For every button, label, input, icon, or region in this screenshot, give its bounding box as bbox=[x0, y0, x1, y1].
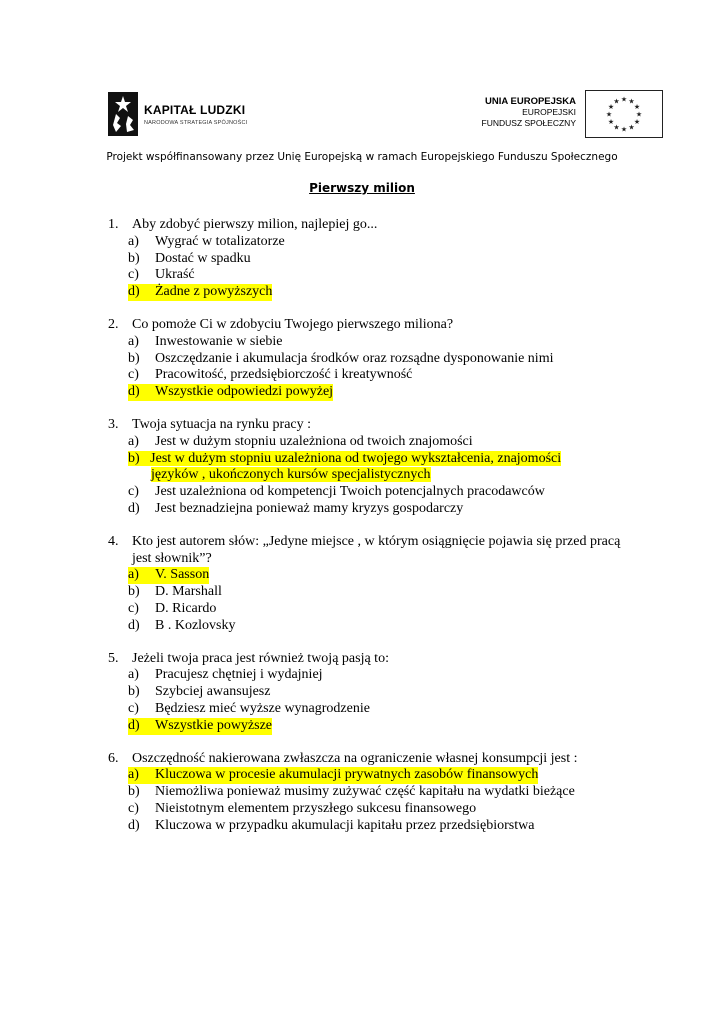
answer-text: Kluczowa w przypadku akumulacji kapitału przez przedsiębiorstwa bbox=[155, 817, 535, 833]
question-text: Twoja sytuacja na rynku pracy : bbox=[132, 416, 312, 432]
eu-star-icon: ★ bbox=[633, 118, 641, 126]
question-number: 4. bbox=[108, 533, 119, 549]
eu-star-icon: ★ bbox=[620, 95, 628, 104]
answer-text: D. Ricardo bbox=[155, 600, 217, 616]
question-text: Aby zdobyć pierwszy milion, najlepiej go... bbox=[132, 217, 378, 232]
answer-option bbox=[108, 601, 628, 618]
eu-star-icon: ★ bbox=[613, 97, 620, 106]
answer-letter: b) bbox=[128, 584, 140, 600]
answer-text: Jest w dużym stopniu uzależniona od twoich znajomości bbox=[155, 433, 473, 449]
question-text: Kto jest autorem słów: „Jedyne miejsce , w którym osiągnięcie pojawia się przed pracą jest słownik”? bbox=[132, 533, 621, 566]
answer-text: Pracowitość, przedsiębiorczość i kreatywność bbox=[155, 367, 413, 383]
answer-letter: b) bbox=[128, 250, 140, 266]
kapital-ludzki-logo bbox=[108, 92, 247, 136]
answer-letter: c) bbox=[128, 700, 139, 716]
kl-logo-subtitle: NARODOWA STRATEGIA SPÓJNOŚCI bbox=[144, 119, 248, 126]
question-text: Jeżeli twoja praca jest również twoją pasją to: bbox=[132, 650, 389, 666]
eu-star-icon: ★ bbox=[613, 123, 620, 132]
answer-option bbox=[108, 701, 628, 718]
question-number: 6. bbox=[108, 750, 119, 766]
answer-option bbox=[108, 234, 628, 251]
question-text: Co pomoże Ci w zdobyciu Twojego pierwszego miliona? bbox=[132, 316, 454, 332]
answer-option bbox=[108, 718, 628, 735]
answer-option bbox=[108, 501, 628, 518]
answer-text: Kluczowa w procesie akumulacji prywatnych zasobów finansowych bbox=[155, 767, 539, 783]
answer-letter: a) bbox=[128, 567, 139, 583]
eu-flag-icon bbox=[585, 90, 663, 138]
question-line bbox=[108, 317, 628, 334]
answer-letter: d) bbox=[128, 817, 140, 833]
answer-letter: d) bbox=[128, 717, 140, 733]
answer-text-continued: języków , ukończonych kursów specjalistycznych bbox=[151, 467, 431, 483]
answer-text: Wygrać w totalizatorze bbox=[155, 233, 285, 249]
answer-option bbox=[108, 434, 628, 451]
answer-option bbox=[108, 334, 628, 351]
answer-letter: a) bbox=[128, 767, 139, 783]
answer-text: Jest w dużym stopniu uzależniona od twojego wykształcenia, znajomości bbox=[150, 450, 562, 466]
answer-letter: c) bbox=[128, 800, 139, 816]
answer-letter: d) bbox=[128, 617, 140, 633]
answer-option bbox=[108, 367, 628, 384]
answer-text: Wszystkie odpowiedzi powyżej bbox=[155, 384, 334, 400]
answer-letter: a) bbox=[128, 667, 139, 683]
answer-text: Inwestowanie w siebie bbox=[155, 333, 283, 349]
answer-option bbox=[108, 767, 628, 784]
answer-text: Pracujesz chętniej i wydajniej bbox=[155, 667, 323, 683]
eu-star-icon: ★ bbox=[628, 97, 635, 106]
answer-letter: b) bbox=[128, 350, 140, 366]
answer-letter: b) bbox=[128, 684, 140, 700]
answer-option bbox=[108, 451, 628, 485]
answer-text: Wszystkie powyższe bbox=[155, 717, 273, 733]
eu-label-line1: UNIA EUROPEJSKA bbox=[485, 96, 576, 107]
eu-star-icon: ★ bbox=[635, 110, 643, 119]
answer-option bbox=[108, 818, 628, 835]
answer-option bbox=[108, 567, 628, 584]
answer-letter: b) bbox=[128, 450, 140, 466]
answer-option bbox=[108, 618, 628, 635]
answer-text: Będziesz mieć wyższe wynagrodzenie bbox=[155, 700, 370, 716]
page-title: Pierwszy milion bbox=[309, 181, 415, 195]
answer-text: Nieistotnym elementem przyszłego sukcesu finansowego bbox=[155, 800, 477, 816]
answer-option bbox=[108, 267, 628, 284]
kl-logo-title: KAPITAŁ LUDZKI bbox=[144, 102, 246, 117]
answer-option bbox=[108, 584, 628, 601]
answer-text: Żadne z powyższych bbox=[155, 284, 273, 300]
answer-option bbox=[108, 801, 628, 818]
eu-star-icon: ★ bbox=[607, 103, 615, 111]
eu-star-icon: ★ bbox=[605, 110, 613, 119]
answer-option bbox=[108, 667, 628, 684]
question-line bbox=[108, 534, 628, 568]
answer-letter: c) bbox=[128, 267, 139, 283]
question-block bbox=[108, 751, 628, 835]
answer-text: Oszczędzanie i akumulacja środków oraz rozsądne dysponowanie nimi bbox=[155, 350, 554, 366]
answer-letter: a) bbox=[128, 433, 139, 449]
eu-star-icon: ★ bbox=[620, 125, 628, 134]
question-number: 5. bbox=[108, 650, 119, 666]
answer-option bbox=[108, 284, 628, 301]
question-line bbox=[108, 751, 628, 768]
answer-text: V. Sasson bbox=[155, 567, 210, 583]
kapital-ludzki-emblem-icon bbox=[108, 92, 138, 136]
question-block bbox=[108, 534, 628, 635]
project-cofinancing-line: Projekt współfinansowany przez Unię Europejską w ramach Europejskiego Funduszu Społecznego bbox=[106, 151, 618, 163]
answer-text: Ukraść bbox=[155, 267, 195, 283]
eu-star-icon: ★ bbox=[628, 123, 635, 132]
eu-star-icon: ★ bbox=[633, 103, 641, 111]
question-block bbox=[108, 417, 628, 518]
answer-text: Szybciej awansujesz bbox=[155, 684, 271, 700]
question-text: Oszczędność nakierowana zwłaszcza na ograniczenie własnej konsumpcji jest : bbox=[132, 750, 578, 766]
answer-text: Jest beznadziejna ponieważ mamy kryzys gospodarczy bbox=[155, 500, 464, 516]
answer-option bbox=[108, 384, 628, 401]
answer-text: D. Marshall bbox=[155, 584, 222, 600]
answer-text: B . Kozlovsky bbox=[155, 617, 236, 633]
question-line bbox=[108, 417, 628, 434]
eu-label-line3: FUNDUSZ SPOŁECZNY bbox=[481, 118, 576, 128]
question-block bbox=[108, 317, 628, 401]
answer-letter: c) bbox=[128, 484, 139, 500]
answer-option bbox=[108, 784, 628, 801]
question-number: 1. bbox=[108, 217, 119, 232]
answer-option bbox=[108, 484, 628, 501]
question-block bbox=[108, 651, 628, 735]
question-line bbox=[108, 651, 628, 668]
answer-text: Dostać w spadku bbox=[155, 250, 251, 266]
answer-text: Niemożliwa ponieważ musimy zużywać część kapitału na wydatki bieżące bbox=[155, 784, 575, 800]
answer-option bbox=[108, 351, 628, 368]
answer-letter: c) bbox=[128, 367, 139, 383]
answer-letter: d) bbox=[128, 284, 140, 300]
answer-letter: d) bbox=[128, 500, 140, 516]
question-block bbox=[108, 217, 628, 301]
answer-text: Jest uzależniona od kompetencji Twoich potencjalnych pracodawców bbox=[155, 484, 545, 500]
answer-letter: b) bbox=[128, 784, 140, 800]
document-header bbox=[0, 0, 724, 150]
eu-fund-label bbox=[466, 96, 576, 129]
answer-option bbox=[108, 684, 628, 701]
answer-letter: c) bbox=[128, 600, 139, 616]
answer-letter: a) bbox=[128, 233, 139, 249]
answer-option bbox=[108, 251, 628, 268]
answer-letter: d) bbox=[128, 384, 140, 400]
eu-label-line2: EUROPEJSKI bbox=[522, 107, 576, 117]
quiz-list bbox=[108, 217, 628, 851]
answer-letter: a) bbox=[128, 333, 139, 349]
question-number: 3. bbox=[108, 416, 119, 432]
question-number: 2. bbox=[108, 316, 119, 332]
question-line bbox=[108, 217, 628, 234]
eu-star-icon: ★ bbox=[607, 118, 615, 126]
